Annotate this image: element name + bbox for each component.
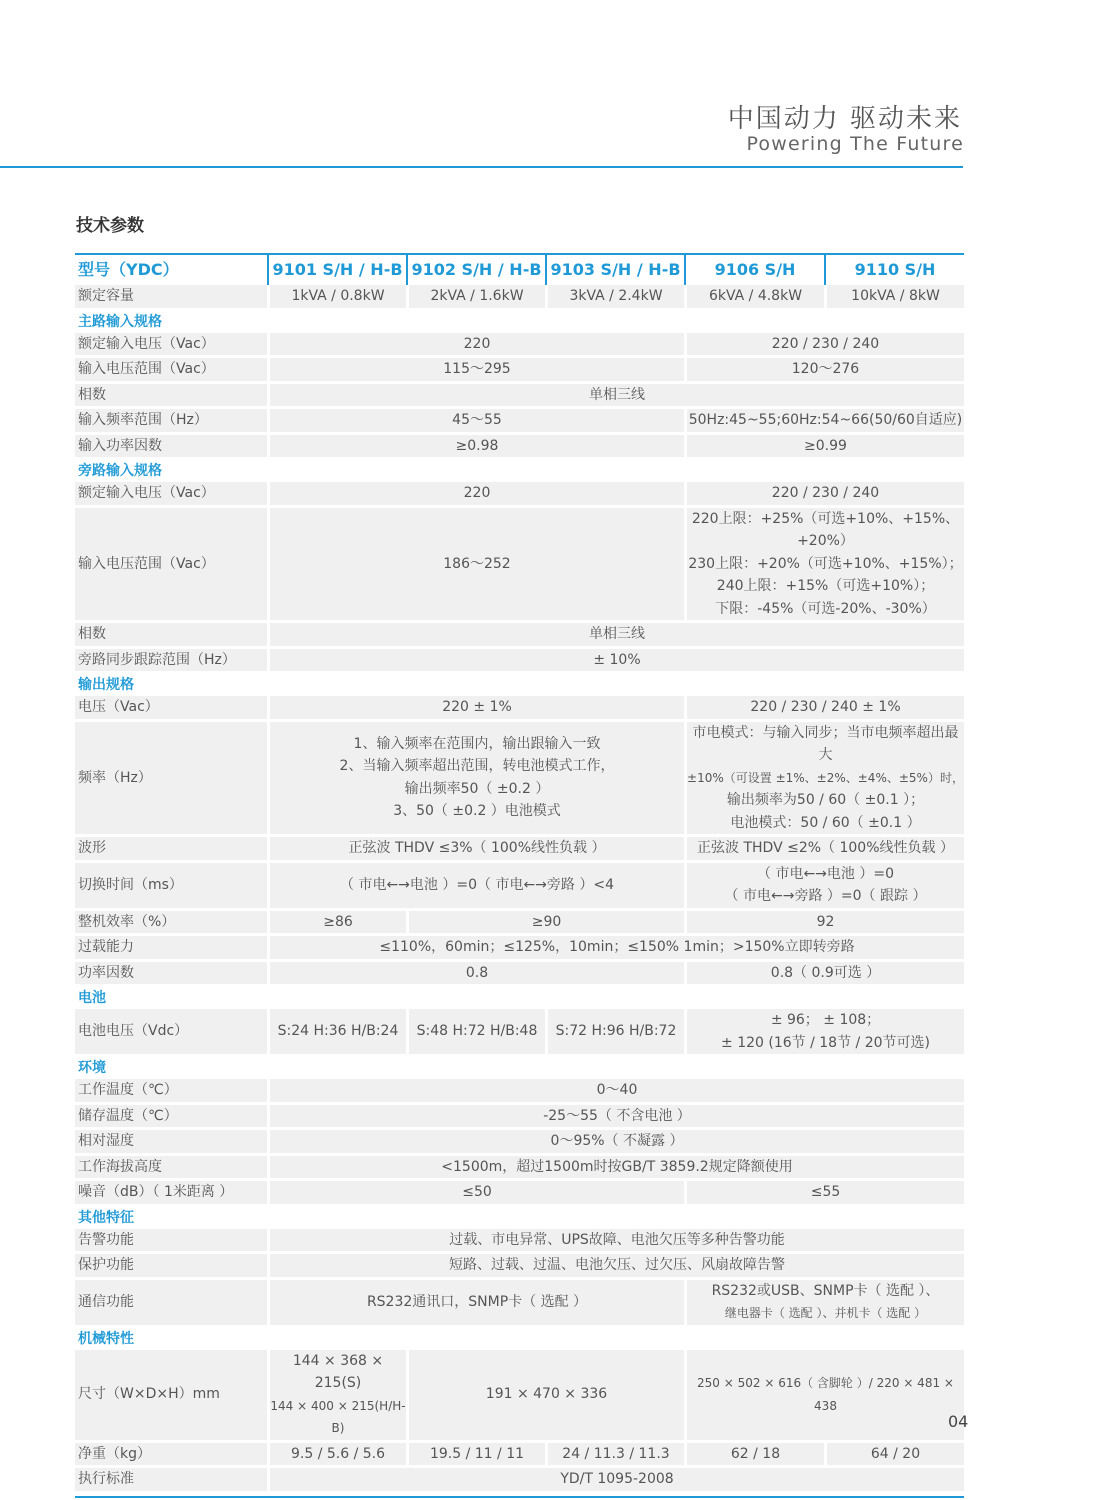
table-row [75, 1079, 964, 1105]
cell: S:48 H:72 H/B:48 [406, 1009, 545, 1057]
row-label: 电池电压（Vdc） [75, 1009, 267, 1057]
row-label: 输入电压范围（Vac） [75, 508, 267, 624]
row-label: 额定输入电压（Vac） [75, 482, 267, 508]
cell-line: 2、当输入频率超出范围，转电池模式工作， [339, 758, 615, 775]
cell: 0～40 [267, 1079, 964, 1105]
cell-line: 1、输入频率在范围内，输出跟输入一致 [353, 735, 601, 752]
table-row [75, 435, 964, 461]
cell-line: （ 市电←→旁路 ）=0（ 跟踪 ） [724, 888, 927, 904]
slogan-cn: 中国动力 驱动未来 [727, 104, 962, 134]
cell: 220 ± 1% [267, 696, 684, 722]
cell: 2kVA / 1.6kW [406, 285, 545, 311]
table-row [75, 384, 964, 410]
category-row [75, 1207, 964, 1229]
cell: ≤110%，60min；≤125%，10min；≤150% 1min；>150%立即转旁路 [267, 936, 964, 962]
cell: RS232通讯口，SNMP卡（ 选配 ） [267, 1280, 684, 1328]
row-label: 输入电压范围（Vac） [75, 358, 267, 384]
model-9101: 9101 S/H / H-B [267, 255, 406, 285]
cell: 62 / 18 [684, 1443, 824, 1469]
table-bottom-rule [75, 1496, 964, 1498]
table-row [75, 1229, 964, 1255]
cell: S:24 H:36 H/B:24 [267, 1009, 406, 1057]
table-row [75, 333, 964, 359]
row-label: 额定输入电压（Vac） [75, 333, 267, 359]
model-label: 型号（YDC） [75, 255, 267, 285]
cell: 0.8（ 0.9可选 ） [684, 962, 964, 988]
row-label: 储存温度（℃） [75, 1105, 267, 1131]
cell-line: 144 × 368 × 215(S) [292, 1352, 384, 1391]
category-row [75, 311, 964, 333]
row-label: 相数 [75, 384, 267, 410]
cell [684, 1280, 964, 1328]
row-label: 整机效率（%） [75, 911, 267, 937]
cell: ≤55 [684, 1181, 964, 1207]
cell: 正弦波 THDV ≤3%（ 100%线性负载 ） [267, 837, 684, 863]
cell: 短路、过载、过温、电池欠压、过欠压、风扇故障告警 [267, 1254, 964, 1280]
table-row [75, 936, 964, 962]
category-mechanical: 机械特性 [78, 1330, 134, 1347]
cell-line: 230上限：+20%（可选+10%、+15%）； [688, 555, 963, 572]
category-row [75, 674, 964, 696]
row-label: 额定容量 [75, 285, 267, 311]
table-row [75, 1156, 964, 1182]
table-row [75, 1350, 964, 1443]
cell: 45～55 [267, 409, 684, 435]
cell: <1500m，超过1500m时按GB/T 3859.2规定降额使用 [267, 1156, 964, 1182]
cell: 0～95%（ 不凝露 ） [267, 1130, 964, 1156]
category-row [75, 1328, 964, 1350]
cell: ≥86 [267, 911, 406, 937]
cell: 120～276 [684, 358, 964, 384]
cell: 24 / 11.3 / 11.3 [545, 1443, 684, 1469]
cell [684, 1009, 964, 1057]
row-label: 输入频率范围（Hz） [75, 409, 267, 435]
spec-table [75, 253, 964, 1498]
table-row [75, 1280, 964, 1328]
table-row [75, 722, 964, 838]
cell: 单相三线 [267, 623, 964, 649]
cell [684, 508, 964, 624]
cell-line: 144 × 400 × 215(H/H-B) [270, 1398, 406, 1435]
table-row [75, 1009, 964, 1057]
table-row [75, 837, 964, 863]
slogan-en: Powering The Future [746, 133, 964, 155]
table-row [75, 649, 964, 675]
table-row [75, 623, 964, 649]
row-label: 尺寸（W×D×H）mm [75, 1350, 267, 1443]
row-label: 相数 [75, 623, 267, 649]
cell-line: ±10%（可设置 ±1%、±2%、±4%、±5%）时， [687, 770, 964, 785]
cell: 220 / 230 / 240 [684, 482, 964, 508]
table-row [75, 508, 964, 624]
row-label: 工作海拔高度 [75, 1156, 267, 1182]
row-label: 执行标准 [75, 1468, 267, 1494]
row-label: 保护功能 [75, 1254, 267, 1280]
cell: 单相三线 [267, 384, 964, 410]
row-label: 波形 [75, 837, 267, 863]
cell: 6kVA / 4.8kW [684, 285, 824, 311]
table-row [75, 863, 964, 911]
model-row [75, 255, 964, 285]
cell: 220 [267, 333, 684, 359]
category-environment: 环境 [78, 1060, 106, 1076]
cell: ≥0.99 [684, 435, 964, 461]
table-row [75, 1105, 964, 1131]
cell [267, 1350, 406, 1443]
row-label: 噪音（dB）（ 1米距离 ） [75, 1181, 267, 1207]
cell: ≥0.98 [267, 435, 684, 461]
table-row [75, 1468, 964, 1494]
cell: 220 / 230 / 240 [684, 333, 964, 359]
page-number: 04 [948, 1412, 969, 1431]
row-label: 净重（kg） [75, 1443, 267, 1469]
cell [684, 863, 964, 911]
row-label: 旁路同步跟踪范围（Hz） [75, 649, 267, 675]
table-row [75, 358, 964, 384]
table-row [75, 482, 964, 508]
model-9102: 9102 S/H / H-B [406, 255, 545, 285]
model-9110: 9110 S/H [824, 255, 964, 285]
category-row [75, 987, 964, 1009]
cell: 50Hz:45~55;60Hz:54~66(50/60自适应) [684, 409, 964, 435]
row-label: 相对湿度 [75, 1130, 267, 1156]
section-title: 技术参数 [76, 216, 144, 236]
cell: -25～55（ 不含电池 ） [267, 1105, 964, 1131]
cell-line: 下限：-45%（可选-20%、-30%） [715, 600, 936, 617]
cell-line: 电池模式：50 / 60（ ±0.1 ） [730, 814, 921, 831]
cell [684, 722, 964, 838]
cell: S:72 H:96 H/B:72 [545, 1009, 684, 1057]
cell-line: 240上限：+15%（可选+10%）； [716, 578, 935, 594]
cell-line: 3、50（ ±0.2 ）电池模式 [393, 803, 561, 820]
cell: 9.5 / 5.6 / 5.6 [267, 1443, 406, 1469]
table-row [75, 962, 964, 988]
table-row [75, 1254, 964, 1280]
header-divider [0, 166, 963, 168]
row-label: 工作温度（℃） [75, 1079, 267, 1105]
cell: ≥90 [406, 911, 684, 937]
row-label: 功率因数 [75, 962, 267, 988]
cell: 115～295 [267, 358, 684, 384]
row-label: 过载能力 [75, 936, 267, 962]
cell: ≤50 [267, 1181, 684, 1207]
cell: 64 / 20 [824, 1443, 964, 1469]
cell: （ 市电←→电池 ）=0（ 市电←→旁路 ）<4 [267, 863, 684, 911]
cell-line: 220上限：+25%（可选+10%、+15%、+20%） [691, 510, 960, 549]
row-label: 频率（Hz） [75, 722, 267, 838]
cell-line: 继电器卡（ 选配 ）、并机卡（ 选配 ） [724, 1306, 927, 1320]
cell-line: 市电模式：与输入同步；当市电频率超出最大 [692, 724, 959, 763]
table-row [75, 1181, 964, 1207]
model-9106: 9106 S/H [684, 255, 824, 285]
category-row [75, 1057, 964, 1079]
cell: 3kVA / 2.4kW [545, 285, 684, 311]
cell: 92 [684, 911, 964, 937]
cell: 过载、市电异常、UPS故障、电池欠压等多种告警功能 [267, 1229, 964, 1255]
cell: 186～252 [267, 508, 684, 624]
category-battery: 电池 [78, 990, 106, 1006]
table-row [75, 1130, 964, 1156]
cell [267, 722, 684, 838]
category-bypass-input: 旁路输入规格 [78, 463, 162, 479]
cell-line: ± 96； ± 108； [770, 1012, 881, 1028]
cell: 1kVA / 0.8kW [267, 285, 406, 311]
table-row [75, 1443, 964, 1469]
model-9103: 9103 S/H / H-B [545, 255, 684, 285]
category-main-input: 主路输入规格 [78, 313, 162, 330]
category-row [75, 460, 964, 482]
table-row [75, 409, 964, 435]
cell: 220 / 230 / 240 ± 1% [684, 696, 964, 722]
table-row [75, 696, 964, 722]
cell-line: RS232或USB、SNMP卡（ 选配 ）、 [711, 1282, 940, 1299]
cell-line: ± 120 (16节 / 18节 / 20节可选) [721, 1034, 930, 1051]
row-label: 告警功能 [75, 1229, 267, 1255]
cell: 正弦波 THDV ≤2%（ 100%线性负载 ） [684, 837, 964, 863]
category-output: 输出规格 [78, 677, 134, 693]
cell-line: 输出频率为50 / 60（ ±0.1 ）； [726, 792, 925, 808]
cell: 191 × 470 × 336 [406, 1350, 684, 1443]
cell: 19.5 / 11 / 11 [406, 1443, 545, 1469]
row-label: 输入功率因数 [75, 435, 267, 461]
row-label: 通信功能 [75, 1280, 267, 1328]
row-label: 电压（Vac） [75, 696, 267, 722]
cell: ± 10% [267, 649, 964, 675]
cell-line: 输出频率50（ ±0.2 ） [404, 780, 550, 797]
cell: 0.8 [267, 962, 684, 988]
cell: YD/T 1095-2008 [267, 1468, 964, 1494]
cell: 10kVA / 8kW [824, 285, 964, 311]
cell-line: （ 市电←→电池 ）=0 [757, 865, 894, 882]
cell: 250 × 502 × 616（ 含脚轮 ）/ 220 × 481 × 438 [684, 1350, 964, 1443]
table-row [75, 911, 964, 937]
table-row [75, 285, 964, 311]
row-label: 切换时间（ms） [75, 863, 267, 911]
category-other: 其他特征 [78, 1209, 134, 1226]
cell: 220 [267, 482, 684, 508]
